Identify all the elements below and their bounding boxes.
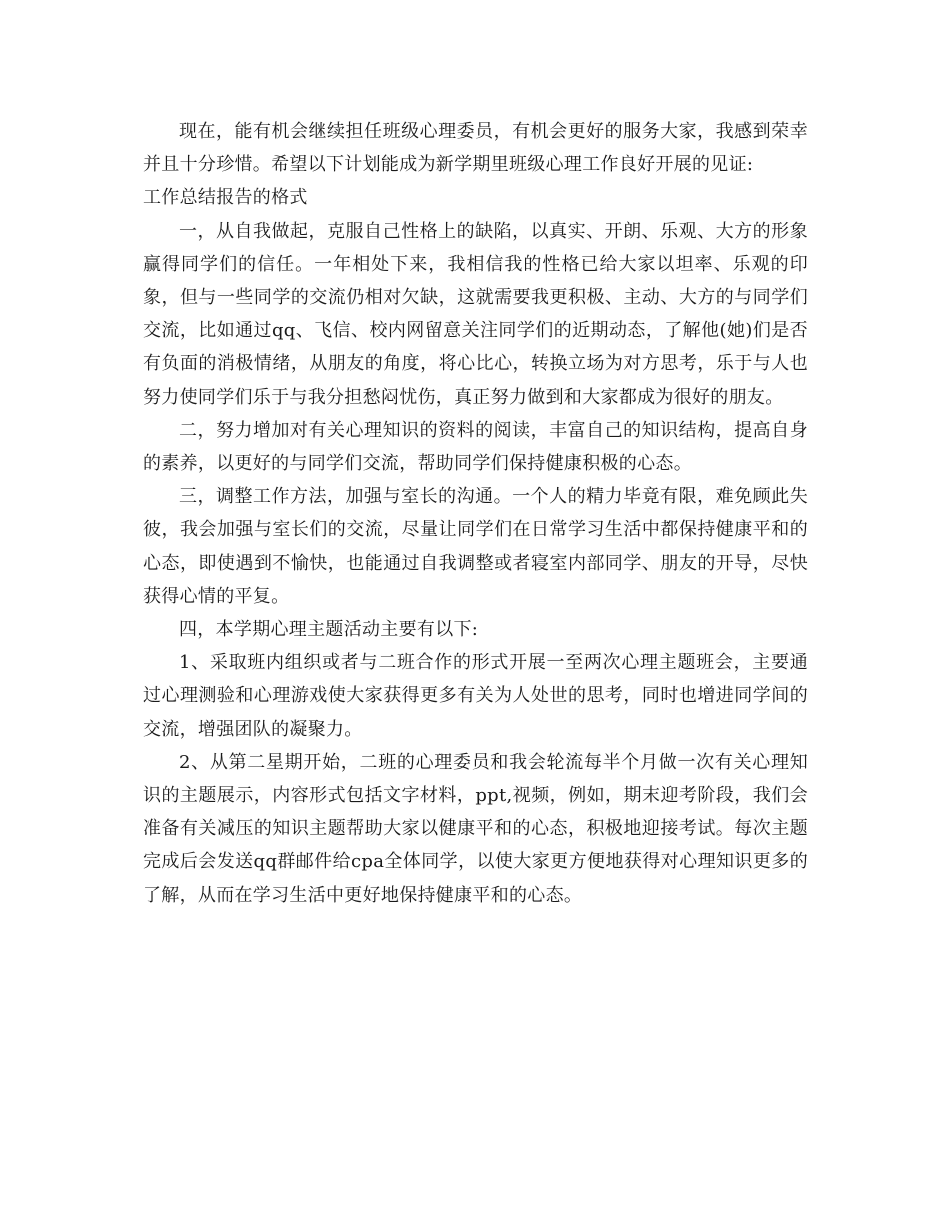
paragraph-heading: 工作总结报告的格式 [143,187,308,209]
paragraph-point-four: 四，本学期心理主题活动主要有以下: [179,619,479,641]
paragraph-point-one: 一，从自我做起，克服自己性格上的缺陷，以真实、开朗、乐观、大方的形象赢得同学们的信任。一年相处下来，我相信我的性格已给大家以坦率、乐观的印象，但与一些同学的交流仍相对欠缺，这就需要我更积极、主动、大方的与同学们交流，比如通过qq、飞信、校内网留意关注同学们的近期动态，了解他(她)们是否有负面的消极情绪，从朋友的角度，将心比心，转换立场为对方思考，乐于与人也努力使同学们乐于与我分担愁闷忧伤，真正努力做到和大家都成为很好的朋友。 [143,220,808,408]
paragraph-activity-one: 1、采取班内组织或者与二班合作的形式开展一至两次心理主题班会，主要通过心理测验和心理游戏使大家获得更多有关为人处世的思考，同时也增进同学间的交流，增强团队的凝聚力。 [143,652,808,740]
paragraph-point-three: 三，调整工作方法，加强与室长的沟通。一个人的精力毕竟有限，难免顾此失彼，我会加强与室长们的交流，尽量让同学们在日常学习生活中都保持健康平和的心态，即使遇到不愉快，也能通过自我调整或者寝室内部同学、朋友的开导，尽快获得心情的平复。 [143,486,808,607]
paragraph-intro: 现在，能有机会继续担任班级心理委员，有机会更好的服务大家，我感到荣幸并且十分珍惜。希望以下计划能成为新学期里班级心理工作良好开展的见证: [143,121,808,176]
paragraph-point-two: 二，努力增加对有关心理知识的资料的阅读，丰富自己的知识结构，提高自身的素养，以更好的与同学们交流，帮助同学们保持健康积极的心态。 [143,419,808,475]
document-body [143,115,808,912]
paragraph-activity-two: 2、从第二星期开始，二班的心理委员和我会轮流每半个月做一次有关心理知识的主题展示，内容形式包括文字材料，ppt,视频，例如，期末迎考阶段，我们会准备有关减压的知识主题帮助大家以健康平和的心态，积极地迎接考试。每次主题完成后会发送qq群邮件给cpa全体同学，以使大家更方便地获得对心理知识更多的了解，从而在学习生活中更好地保持健康平和的心态。 [143,751,808,906]
